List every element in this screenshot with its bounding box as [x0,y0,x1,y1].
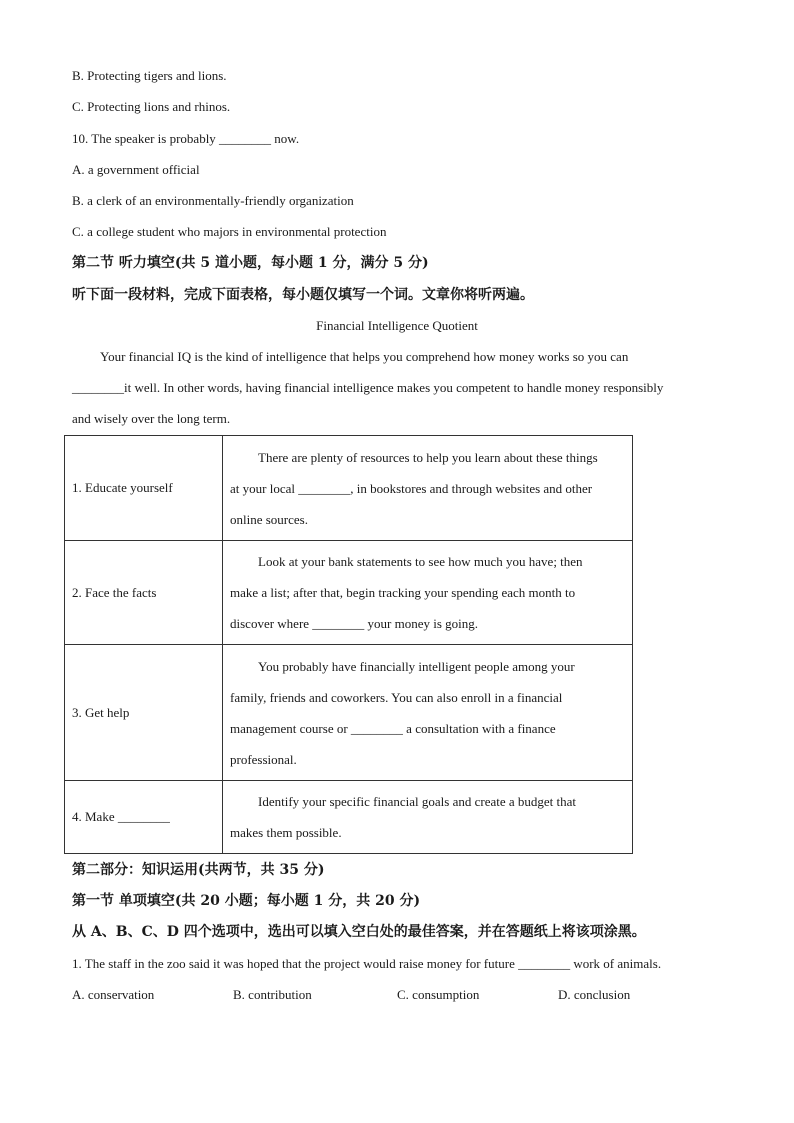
row-label: 1. Educate yourself [65,436,223,541]
section-2-instruction: 听下面一段材料，完成下面表格，每小题仅填写一个词。文章你将听两遍。 [72,287,534,303]
q1-option-c: C. consumption [397,987,480,1002]
row-label: 2. Face the facts [65,541,223,645]
passage-title: Financial Intelligence Quotient [316,318,478,333]
section-2-heading: 第二节 听力填空(共 5 道小题，每小题 1 分，满分 5 分) [72,255,429,271]
q10-option-b: B. a clerk of an environmentally-friendly organization [72,193,354,208]
option-b-q9: B. Protecting tigers and lions. [72,68,227,83]
row-label: 4. Make ________ [65,781,223,854]
table-row [65,781,633,854]
row-description: Look at your bank statements to see how much you have; then make a list; after that, begin tracking your spending each month to discover where ________ your money is going. [223,541,633,645]
part-2-instruction: 从 A、B、C、D 四个选项中，选出可以填入空白处的最佳答案，并在答题纸上将该项涂黑。 [72,924,646,940]
q10-option-a: A. a government official [72,162,200,177]
passage-line-2: ________it well. In other words, having financial intelligence makes you competent to handle money responsibly [72,380,664,395]
question-10-stem: 10. The speaker is probably ________ now. [72,131,300,146]
q1-option-b: B. contribution [233,987,312,1002]
option-c-q9: C. Protecting lions and rhinos. [72,99,231,114]
row-description: Identify your specific financial goals and create a budget that makes them possible. [223,781,633,854]
question-1-stem: 1. The staff in the zoo said it was hoped that the project would raise money for future ________ work of animals. [72,956,662,971]
passage-line-1: Your financial IQ is the kind of intelligence that helps you comprehend how money works so you can [100,349,629,364]
table-row [65,541,633,645]
q1-option-d: D. conclusion [558,987,631,1002]
listening-table [64,435,633,854]
q10-option-c: C. a college student who majors in environmental protection [72,224,387,239]
row-description: There are plenty of resources to help you learn about these things at your local ________, in bookstores and through websites and other online sources. [223,436,633,541]
q1-option-a: A. conservation [72,987,155,1002]
passage-line-3: and wisely over the long term. [72,411,231,426]
table-row [65,436,633,541]
row-description: You probably have financially intelligent people among your family, friends and coworkers. You can also enroll in a financial management course or ________ a consultation with a finance professional. [223,645,633,781]
part-2-heading: 第二部分：知识运用(共两节，共 35 分) [72,862,325,878]
part-2-subheading: 第一节 单项填空(共 20 小题；每小题 1 分，共 20 分) [72,893,421,909]
table-row [65,645,633,781]
row-label: 3. Get help [65,645,223,781]
